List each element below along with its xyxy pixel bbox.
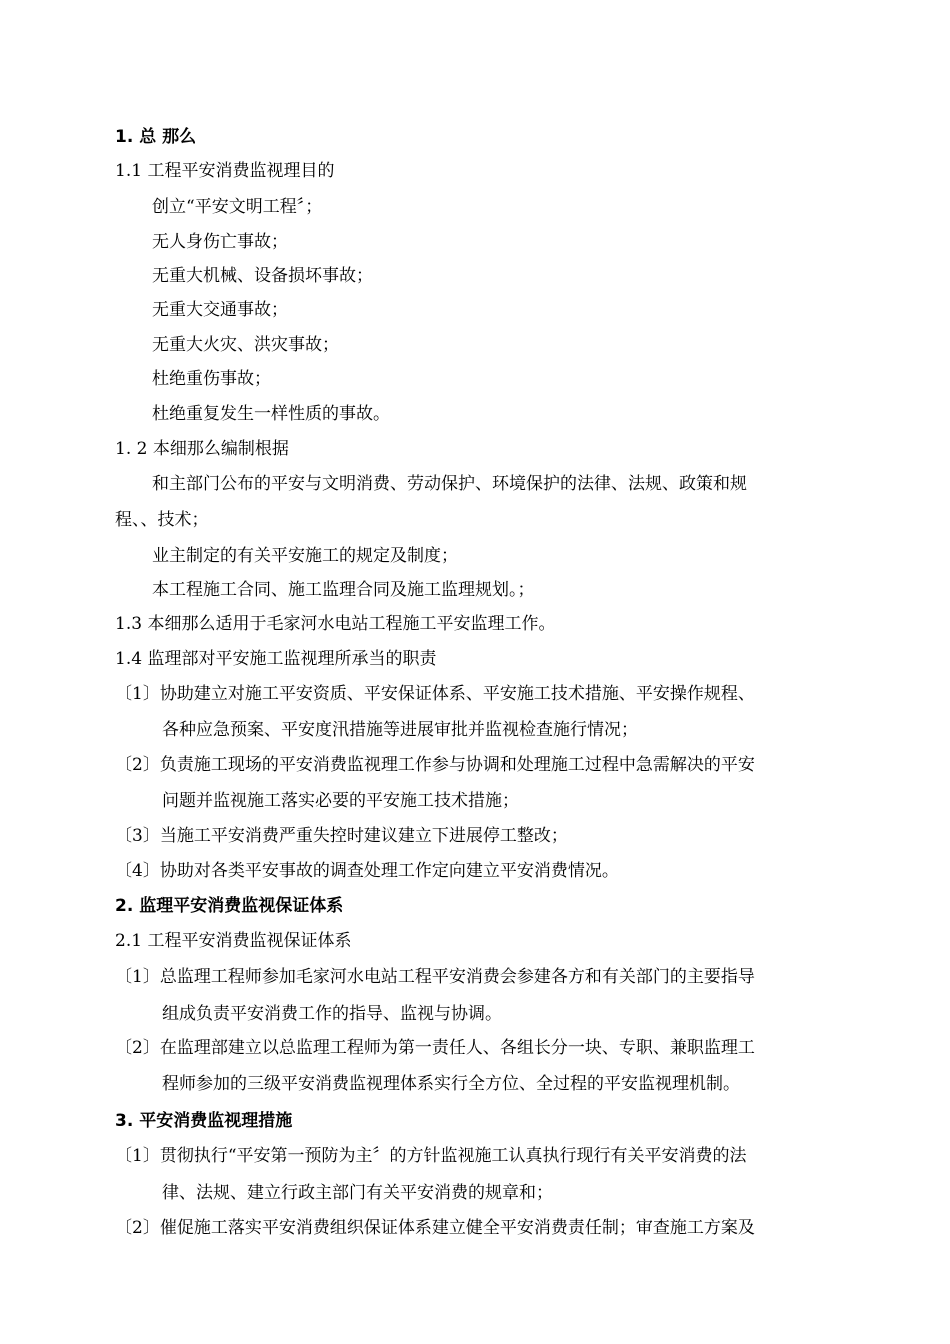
subsection-heading-1-2: 1. 2 本细那么编制根据 <box>115 439 289 459</box>
numbered-item-line: 各种应急预案、平安度汛措施等进展审批并监视检查施行情况； <box>162 720 638 740</box>
list-item: 杜绝重复发生一样性质的事故。 <box>152 404 390 424</box>
paragraph-line: 程、、技术； <box>115 510 209 530</box>
numbered-item-line: 〔4〕协助对各类平安事故的调查处理工作定向建立平安消费情况。 <box>115 861 619 881</box>
list-item: 业主制定的有关平安施工的规定及制度； <box>152 546 458 566</box>
subsection-heading-1-3: 1.3 本细那么适用于毛家河水电站工程施工平安监理工作。 <box>115 614 556 634</box>
list-item: 无重大机械、设备损坏事故； <box>152 266 373 286</box>
numbered-item-line: 〔2〕催促施工落实平安消费组织保证体系建立健全平安消费责任制；审查施工方案及 <box>115 1218 755 1238</box>
numbered-item-line: 〔1〕总监理工程师参加毛家河水电站工程平安消费会参建各方和有关部门的主要指导 <box>115 967 755 987</box>
numbered-item-line: 程师参加的三级平安消费监视理体系实行全方位、全过程的平安监视理机制。 <box>162 1074 740 1094</box>
numbered-item-line: 组成负责平安消费工作的指导、监视与协调。 <box>162 1004 502 1024</box>
numbered-item-line: 〔2〕在监理部建立以总监理工程师为第一责任人、各组长分一块、专职、兼职监理工 <box>115 1038 755 1058</box>
numbered-item-line: 〔2〕负责施工现场的平安消费监视理工作参与协调和处理施工过程中急需解决的平安 <box>115 755 755 775</box>
subsection-heading-1-1: 1.1 工程平安消费监视理目的 <box>115 161 335 181</box>
section-heading-1: 1. 总 那么 <box>115 127 197 147</box>
numbered-item-line: 〔1〕贯彻执行“平安第一预防为主〞的方针监视施工认真执行现行有关平安消费的法 <box>115 1146 747 1166</box>
paragraph-line: 和主部门公布的平安与文明消费、劳动保护、环境保护的法律、法规、政策和规 <box>152 474 747 494</box>
subsection-heading-1-4: 1.4 监理部对平安施工监视理所承当的职责 <box>115 649 437 669</box>
numbered-item-line: 〔3〕当施工平安消费严重失控时建议建立下进展停工整改； <box>115 826 568 846</box>
section-heading-2: 2. 监理平安消费监视保证体系 <box>115 896 344 916</box>
numbered-item-line: 律、法规、建立行政主部门有关平安消费的规章和； <box>162 1183 553 1203</box>
list-item: 创立“平安文明工程〞； <box>152 197 323 217</box>
list-item: 无人身伤亡事故； <box>152 232 288 252</box>
list-item: 无重大火灾、洪灾事故； <box>152 335 339 355</box>
list-item: 杜绝重伤事故； <box>152 369 271 389</box>
subsection-heading-2-1: 2.1 工程平安消费监视保证体系 <box>115 931 352 951</box>
section-heading-3: 3. 平安消费监视理措施 <box>115 1111 293 1131</box>
list-item: 无重大交通事故； <box>152 300 288 320</box>
numbered-item-line: 〔1〕协助建立对施工平安资质、平安保证体系、平安施工技术措施、平安操作规程、 <box>115 684 755 704</box>
list-item: 本工程施工合同、施工监理合同及施工监理规划。； <box>152 580 535 600</box>
numbered-item-line: 问题并监视施工落实必要的平安施工技术措施； <box>162 791 519 811</box>
